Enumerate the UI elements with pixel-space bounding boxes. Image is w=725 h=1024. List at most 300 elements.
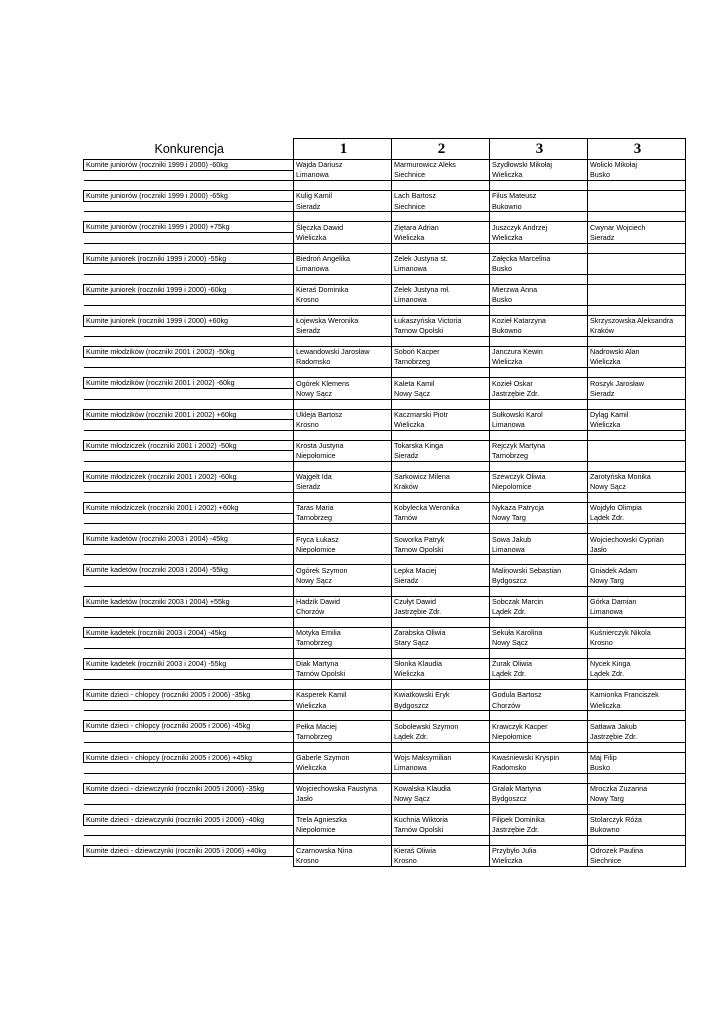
- category-cell: Kumite dzieci - chłopcy (roczniki 2005 i 2006) -45kg: [84, 721, 294, 732]
- category-cell: Kumite kadetek (roczniki 2003 i 2004) -45kg: [84, 627, 294, 638]
- competitor-name: Górka Damian: [588, 596, 686, 607]
- category-cell: Kumite dzieci - dziewczynki (roczniki 2005 i 2006) +40kg: [84, 846, 294, 857]
- spacer-cell: [294, 212, 392, 222]
- spacer-cell: [392, 680, 490, 690]
- spacer-cell: [392, 430, 490, 440]
- competitor-club: [588, 451, 686, 462]
- competitor-name: Kieraś Oliwia: [392, 846, 490, 857]
- category-cell: Kumite dzieci - chłopcy (roczniki 2005 i 2006) -35kg: [84, 690, 294, 701]
- competitor-name: Gniadek Adam: [588, 565, 686, 576]
- competitor-club: Wieliczka: [294, 700, 392, 711]
- spacer-cell: [84, 274, 294, 284]
- table-row: [84, 752, 686, 763]
- table-row: [84, 627, 686, 638]
- category-cell: Kumite juniorek (roczniki 1999 i 2000) -60kg: [84, 284, 294, 295]
- table-row: [84, 721, 686, 732]
- spacer-cell: [392, 742, 490, 752]
- spacer-cell: [294, 680, 392, 690]
- competitor-name: Maj Filip: [588, 752, 686, 763]
- competitor-name: Hadzik Dawid: [294, 596, 392, 607]
- competitor-name: Zarotyńska Monika: [588, 471, 686, 482]
- spacer-cell: [84, 773, 294, 783]
- spacer-row: [84, 493, 686, 503]
- spacer-cell: [588, 649, 686, 659]
- competitor-club: Wieliczka: [294, 763, 392, 774]
- spacer-cell: [84, 430, 294, 440]
- competitor-name: Krosta Justyna: [294, 440, 392, 451]
- spacer-cell: [490, 555, 588, 565]
- table-row: [84, 357, 686, 368]
- spacer-row: [84, 399, 686, 409]
- spacer-cell: [392, 461, 490, 471]
- competitor-name: Motyka Emilia: [294, 627, 392, 638]
- competitor-club: Chorzów: [294, 607, 392, 618]
- spacer-cell: [84, 680, 294, 690]
- category-cell: Kumite kadetów (roczniki 2003 i 2004) +55kg: [84, 596, 294, 607]
- competitor-name: Soworka Patryk: [392, 534, 490, 545]
- competitor-club: Limanowa: [294, 170, 392, 181]
- competitor-name: Lach Bartosz: [392, 191, 490, 202]
- competitor-name: Kuchnia Wiktoria: [392, 814, 490, 825]
- category-cell-blank: [84, 669, 294, 680]
- spacer-cell: [294, 368, 392, 378]
- spacer-row: [84, 430, 686, 440]
- results-table: [83, 138, 686, 867]
- spacer-cell: [588, 711, 686, 721]
- category-cell-blank: [84, 731, 294, 742]
- table-row: [84, 607, 686, 618]
- spacer-cell: [392, 804, 490, 814]
- competitor-name: Zelek Justyna st.: [392, 253, 490, 264]
- spacer-cell: [588, 773, 686, 783]
- competitor-name: Kamionka Franciszek: [588, 690, 686, 701]
- competitor-club: Sieradz: [294, 326, 392, 337]
- spacer-cell: [294, 305, 392, 315]
- table-row: [84, 503, 686, 514]
- spacer-cell: [84, 337, 294, 347]
- table-row: [84, 576, 686, 587]
- spacer-cell: [84, 742, 294, 752]
- category-cell-blank: [84, 420, 294, 431]
- competitor-name: Kulig Kamil: [294, 191, 392, 202]
- category-cell: Kumite juniorek (roczniki 1999 i 2000) -55kg: [84, 253, 294, 264]
- category-cell-blank: [84, 638, 294, 649]
- competitor-club: Sieradz: [392, 576, 490, 587]
- category-cell: Kumite młodzików (roczniki 2001 i 2002) -50kg: [84, 347, 294, 358]
- spacer-cell: [490, 337, 588, 347]
- competitor-name: Szydłowski Mikołaj: [490, 160, 588, 171]
- competitor-club: Wieliczka: [294, 232, 392, 243]
- table-row: [84, 451, 686, 462]
- competitor-name: Taras Maria: [294, 503, 392, 514]
- competitor-name: Sobolewski Szymon: [392, 721, 490, 732]
- spacer-cell: [490, 649, 588, 659]
- spacer-cell: [392, 274, 490, 284]
- spacer-cell: [392, 711, 490, 721]
- table-row: [84, 763, 686, 774]
- competitor-club: Tarnów Opolski: [392, 825, 490, 836]
- spacer-cell: [490, 773, 588, 783]
- competitor-club: Krosno: [294, 856, 392, 866]
- spacer-cell: [84, 243, 294, 253]
- competitor-name: Kozieł Katarzyna: [490, 315, 588, 326]
- competitor-club: Wieliczka: [490, 357, 588, 368]
- competitor-club: Nowy Targ: [490, 513, 588, 524]
- competitor-name: Wolicki Mikołaj: [588, 160, 686, 171]
- spacer-cell: [588, 181, 686, 191]
- competitor-name: Pełka Maciej: [294, 721, 392, 732]
- competitor-club: Niepołomice: [294, 451, 392, 462]
- spacer-cell: [84, 399, 294, 409]
- table-row: [84, 794, 686, 805]
- competitor-club: Lądek Zdr.: [392, 731, 490, 742]
- competitor-club: Nowy Sącz: [490, 638, 588, 649]
- spacer-cell: [588, 399, 686, 409]
- competitor-club: Krosno: [392, 856, 490, 866]
- competitor-club: Nowy Sącz: [294, 576, 392, 587]
- spacer-cell: [294, 555, 392, 565]
- competitor-club: Limanowa: [294, 264, 392, 275]
- competitor-club: [588, 264, 686, 275]
- spacer-cell: [84, 649, 294, 659]
- competitor-name: Stolarczyk Róża: [588, 814, 686, 825]
- competitor-name: [588, 253, 686, 264]
- spacer-cell: [392, 524, 490, 534]
- competitor-name: Soboń Kacper: [392, 347, 490, 358]
- spacer-cell: [294, 524, 392, 534]
- competitor-name: Trela Agnieszka: [294, 814, 392, 825]
- spacer-cell: [294, 649, 392, 659]
- category-cell-blank: [84, 576, 294, 587]
- category-cell: Kumite młodzików (roczniki 2001 i 2002) +60kg: [84, 409, 294, 420]
- spacer-cell: [588, 586, 686, 596]
- spacer-cell: [588, 368, 686, 378]
- competitor-club: Bydgoszcz: [392, 700, 490, 711]
- competitor-club: Niepołomice: [490, 731, 588, 742]
- table-row: [84, 669, 686, 680]
- category-cell-blank: [84, 264, 294, 275]
- competitor-name: Sowa Jakub: [490, 534, 588, 545]
- competitor-name: Czułyt Dawid: [392, 596, 490, 607]
- competitor-club: Bydgoszcz: [490, 794, 588, 805]
- table-row: [84, 596, 686, 607]
- competitor-name: Kieraś Dominika: [294, 284, 392, 295]
- spacer-row: [84, 586, 686, 596]
- competitor-club: Bukowno: [490, 326, 588, 337]
- competitor-club: Tarnobrzeg: [294, 513, 392, 524]
- competitor-name: Zarabska Oliwia: [392, 627, 490, 638]
- table-row: [84, 482, 686, 493]
- competitor-name: Kuśnierczyk Nikola: [588, 627, 686, 638]
- competitor-club: Limanowa: [392, 763, 490, 774]
- competitor-name: Słonka Klaudia: [392, 659, 490, 670]
- spacer-row: [84, 711, 686, 721]
- competitor-name: Ukleja Bartosz: [294, 409, 392, 420]
- competitor-name: Cwynar Wojciech: [588, 222, 686, 233]
- spacer-cell: [588, 212, 686, 222]
- spacer-cell: [490, 804, 588, 814]
- spacer-cell: [294, 617, 392, 627]
- spacer-cell: [392, 212, 490, 222]
- table-row: [84, 222, 686, 233]
- competitor-club: Nowy Sącz: [392, 388, 490, 399]
- spacer-cell: [490, 368, 588, 378]
- competitor-club: Wieliczka: [392, 420, 490, 431]
- spacer-cell: [392, 243, 490, 253]
- competitor-name: Skrzyszowska Aleksandra: [588, 315, 686, 326]
- spacer-cell: [294, 836, 392, 846]
- category-cell: Kumite kadetów (roczniki 2003 i 2004) -45kg: [84, 534, 294, 545]
- spacer-cell: [392, 399, 490, 409]
- spacer-cell: [490, 274, 588, 284]
- table-row: [84, 471, 686, 482]
- competitor-club: Tarnów: [392, 513, 490, 524]
- table-row: [84, 534, 686, 545]
- spacer-cell: [84, 524, 294, 534]
- spacer-row: [84, 243, 686, 253]
- spacer-cell: [392, 368, 490, 378]
- competitor-name: Wojs Maksymilian: [392, 752, 490, 763]
- competitor-name: Filus Mateusz: [490, 191, 588, 202]
- column-place-1: 1: [294, 139, 392, 160]
- competitor-name: Satława Jakub: [588, 721, 686, 732]
- category-cell-blank: [84, 794, 294, 805]
- competitor-name: Ziętara Adrian: [392, 222, 490, 233]
- competitor-name: Lepka Maciej: [392, 565, 490, 576]
- competitor-club: Wieliczka: [392, 232, 490, 243]
- spacer-cell: [84, 305, 294, 315]
- table-row: [84, 513, 686, 524]
- competitor-name: Nykaza Patrycja: [490, 503, 588, 514]
- competitor-name: Juszczyk Andrzej: [490, 222, 588, 233]
- competitor-name: Lewandowski Jarosław: [294, 347, 392, 358]
- spacer-cell: [490, 461, 588, 471]
- competitor-name: Kwaśniewski Kryspin: [490, 752, 588, 763]
- competitor-club: Nowy Targ: [588, 576, 686, 587]
- spacer-cell: [84, 836, 294, 846]
- table-row: [84, 700, 686, 711]
- competitor-club: Nowy Sącz: [588, 482, 686, 493]
- competitor-club: Sieradz: [392, 451, 490, 462]
- column-title-konkurencja: Konkurencja: [84, 139, 294, 160]
- category-cell: Kumite dzieci - dziewczynki (roczniki 2005 i 2006) -35kg: [84, 783, 294, 794]
- competitor-club: Stary Sącz: [392, 638, 490, 649]
- competitor-name: Sekuła Karolina: [490, 627, 588, 638]
- competitor-club: Tarnow Opolski: [392, 544, 490, 555]
- competitor-club: Lądek Zdr.: [490, 669, 588, 680]
- spacer-cell: [294, 742, 392, 752]
- competitor-name: Mierzwa Anna: [490, 284, 588, 295]
- spacer-cell: [294, 711, 392, 721]
- competitor-club: Lądek Zdr.: [588, 669, 686, 680]
- spacer-cell: [392, 493, 490, 503]
- spacer-cell: [294, 586, 392, 596]
- competitor-name: Dyląg Kamil: [588, 409, 686, 420]
- category-cell-blank: [84, 388, 294, 399]
- table-row: [84, 191, 686, 202]
- competitor-club: [588, 295, 686, 306]
- competitor-name: Przybyło Julia: [490, 846, 588, 857]
- competitor-name: Biedroń Angelika: [294, 253, 392, 264]
- spacer-row: [84, 649, 686, 659]
- category-cell: Kumite młodzików (roczniki 2001 i 2002) -60kg: [84, 378, 294, 389]
- table-row: [84, 856, 686, 866]
- competitor-name: Wajgelt Ida: [294, 471, 392, 482]
- competitor-club: Tarnów Opolski: [294, 669, 392, 680]
- table-row: [84, 284, 686, 295]
- competitor-club: Jastrzębie Zdr.: [588, 731, 686, 742]
- table-row: [84, 440, 686, 451]
- competitor-name: Kaleta Kamil: [392, 378, 490, 389]
- competitor-name: Gralak Martyna: [490, 783, 588, 794]
- competitor-club: Siechnice: [588, 856, 686, 866]
- competitor-name: Kaczmarski Piotr: [392, 409, 490, 420]
- spacer-cell: [588, 836, 686, 846]
- spacer-cell: [588, 524, 686, 534]
- spacer-cell: [294, 399, 392, 409]
- spacer-row: [84, 337, 686, 347]
- competitor-club: Limanowa: [392, 295, 490, 306]
- spacer-row: [84, 836, 686, 846]
- category-cell: Kumite młodziczek (roczniki 2001 i 2002) -60kg: [84, 471, 294, 482]
- spacer-cell: [84, 555, 294, 565]
- spacer-cell: [84, 586, 294, 596]
- table-row: [84, 201, 686, 212]
- competitor-club: Sieradz: [588, 388, 686, 399]
- spacer-cell: [84, 617, 294, 627]
- spacer-cell: [84, 804, 294, 814]
- spacer-row: [84, 524, 686, 534]
- competitor-name: Ślęczka Dawid: [294, 222, 392, 233]
- competitor-name: [588, 284, 686, 295]
- spacer-cell: [84, 711, 294, 721]
- spacer-row: [84, 368, 686, 378]
- competitor-name: Wojdyło Olimpia: [588, 503, 686, 514]
- competitor-name: Nadrowski Alan: [588, 347, 686, 358]
- competitor-club: Nowy Sącz: [392, 794, 490, 805]
- table-row: [84, 846, 686, 857]
- competitor-name: Kozieł Oskar: [490, 378, 588, 389]
- table-row: [84, 232, 686, 243]
- table-row: [84, 420, 686, 431]
- spacer-cell: [294, 181, 392, 191]
- category-cell: Kumite juniorów (roczniki 1999 i 2000) -60kg: [84, 160, 294, 171]
- competitor-club: Niepołomice: [294, 544, 392, 555]
- competitor-name: Wojciechowski Cyprian: [588, 534, 686, 545]
- competitor-club: Bukowno: [588, 825, 686, 836]
- category-cell-blank: [84, 482, 294, 493]
- spacer-cell: [490, 742, 588, 752]
- spacer-cell: [392, 555, 490, 565]
- spacer-cell: [588, 493, 686, 503]
- competitor-club: Wieliczka: [490, 856, 588, 866]
- competitor-club: Wieliczka: [588, 357, 686, 368]
- spacer-cell: [294, 243, 392, 253]
- spacer-cell: [490, 243, 588, 253]
- spacer-cell: [588, 742, 686, 752]
- spacer-row: [84, 742, 686, 752]
- competitor-name: Wajda Dariusz: [294, 160, 392, 171]
- spacer-cell: [294, 274, 392, 284]
- category-cell-blank: [84, 232, 294, 243]
- competitor-club: Wieliczka: [588, 420, 686, 431]
- table-row: [84, 409, 686, 420]
- table-row: [84, 814, 686, 825]
- competitor-club: Tarnobrzeg: [294, 638, 392, 649]
- table-row: [84, 253, 686, 264]
- competitor-club: Radomsko: [490, 763, 588, 774]
- spacer-cell: [588, 680, 686, 690]
- competitor-club: Busko: [490, 295, 588, 306]
- competitor-club: Kraków: [588, 326, 686, 337]
- competitor-club: Busko: [588, 170, 686, 181]
- competitor-club: Wieliczka: [392, 669, 490, 680]
- table-row: [84, 565, 686, 576]
- table-row: [84, 544, 686, 555]
- competitor-name: Szewczyk Oliwia: [490, 471, 588, 482]
- header-row: [84, 139, 686, 160]
- column-place-3b: 3: [588, 139, 686, 160]
- spacer-cell: [588, 617, 686, 627]
- spacer-cell: [490, 617, 588, 627]
- category-cell-blank: [84, 295, 294, 306]
- competitor-name: Kwiatkowski Eryk: [392, 690, 490, 701]
- spacer-cell: [84, 212, 294, 222]
- spacer-row: [84, 274, 686, 284]
- competitor-name: Diak Martyna: [294, 659, 392, 670]
- table-row: [84, 315, 686, 326]
- table-row: [84, 783, 686, 794]
- spacer-row: [84, 617, 686, 627]
- competitor-name: Fryca Łukasz: [294, 534, 392, 545]
- competitor-name: Sułkowski Karol: [490, 409, 588, 420]
- table-row: [84, 388, 686, 399]
- competitor-club: Jasło: [294, 794, 392, 805]
- competitor-name: Wojciechowska Faustyna: [294, 783, 392, 794]
- table-row: [84, 160, 686, 171]
- spacer-cell: [490, 586, 588, 596]
- spacer-cell: [588, 430, 686, 440]
- spacer-cell: [490, 399, 588, 409]
- competitor-club: Niepolomice: [490, 482, 588, 493]
- competitor-name: Zelek Justyna mł.: [392, 284, 490, 295]
- competitor-name: Malinowski Sebastian: [490, 565, 588, 576]
- table-row: [84, 731, 686, 742]
- competitor-club: Krosno: [294, 295, 392, 306]
- table-row: [84, 295, 686, 306]
- column-place-3a: 3: [490, 139, 588, 160]
- competitor-name: Krawczyk Kacper: [490, 721, 588, 732]
- spacer-cell: [490, 305, 588, 315]
- spacer-cell: [84, 368, 294, 378]
- category-cell-blank: [84, 856, 294, 866]
- spacer-cell: [392, 305, 490, 315]
- table-row: [84, 347, 686, 358]
- category-cell: Kumite młodziczek (roczniki 2001 i 2002) -50kg: [84, 440, 294, 451]
- spacer-cell: [490, 524, 588, 534]
- spacer-cell: [490, 212, 588, 222]
- spacer-cell: [294, 461, 392, 471]
- competitor-club: Tarnobrzeg: [392, 357, 490, 368]
- spacer-cell: [84, 493, 294, 503]
- competitor-club: Tarnobrzeg: [294, 731, 392, 742]
- competitor-name: Żurak Oliwia: [490, 659, 588, 670]
- competitor-name: Łukaszyńska Victoria: [392, 315, 490, 326]
- competitor-club: Tarnow Opolski: [392, 326, 490, 337]
- table-row: [84, 659, 686, 670]
- category-cell: Kumite kadetów (roczniki 2003 i 2004) -55kg: [84, 565, 294, 576]
- table-row: [84, 638, 686, 649]
